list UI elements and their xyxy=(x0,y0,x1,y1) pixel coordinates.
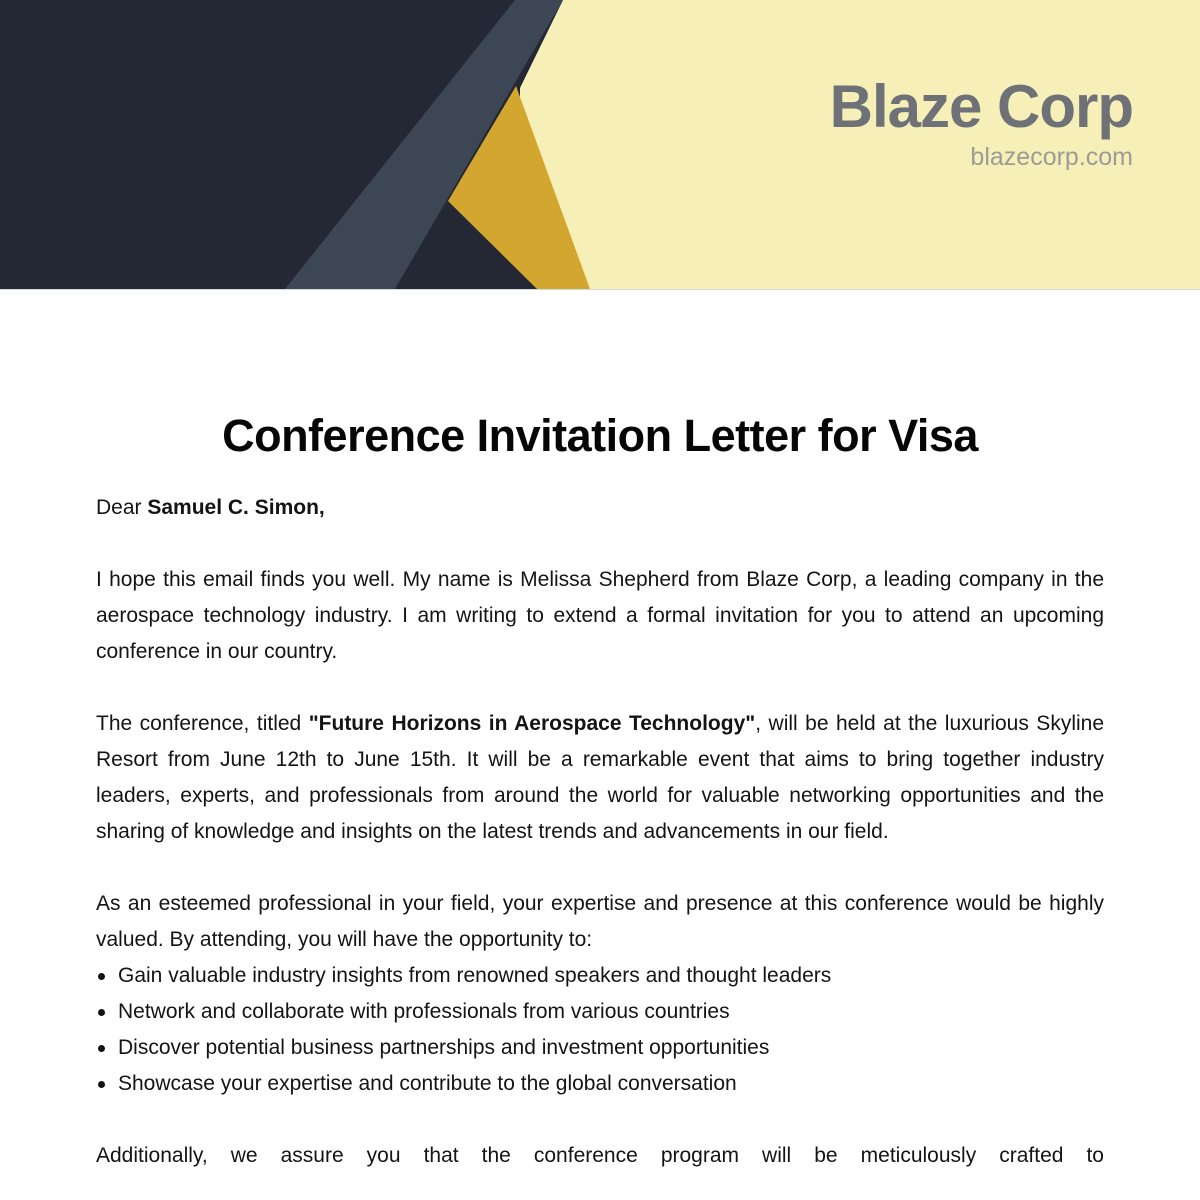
letter-body xyxy=(0,410,1200,1174)
salutation-prefix: Dear xyxy=(96,496,148,519)
letterhead xyxy=(0,0,1200,290)
company-name: Blaze Corp xyxy=(829,73,1133,140)
bullet-text: Showcase your expertise and contribute to the global conversation xyxy=(118,1072,737,1095)
bullet-icon xyxy=(98,1045,105,1052)
page-title: Conference Invitation Letter for Visa xyxy=(222,410,978,461)
paragraph-2-post: , will be held at the luxurious Skyline Resort from June 12th to June 15th. It will be a remarkable event that aims to bring together industry leaders, experts, and professionals from around the world for valuable networking opportunities and the sharing of knowledge and insights on the latest trends and advancements in our field. xyxy=(96,712,1105,843)
conference-title: "Future Horizons in Aerospace Technology" xyxy=(308,712,756,735)
bullet-text: Discover potential business partnerships and investment opportunities xyxy=(118,1036,770,1059)
bullet-text: Gain valuable industry insights from renowned speakers and thought leaders xyxy=(118,964,832,987)
paragraph-introduction: I hope this email finds you well. My name is Melissa Shepherd from Blaze Corp, a leading company in the aerospace technology industry. I am writing to extend a formal invitation for you to attend an upcoming conference in our country. xyxy=(96,568,1104,663)
list-item xyxy=(96,994,1104,1030)
list-item xyxy=(96,958,1104,994)
recipient-name: Samuel C. Simon, xyxy=(147,496,325,519)
bullet-list xyxy=(96,958,1104,1102)
company-logo xyxy=(829,73,1133,171)
salutation xyxy=(96,490,1104,526)
paragraph-conference-details xyxy=(96,706,1104,850)
paragraph-assurance: Additionally, we assure you that the conference program will be meticulously crafted to xyxy=(96,1144,1104,1167)
bullet-icon xyxy=(98,1009,105,1016)
paragraph-2-pre: The conference, titled xyxy=(96,712,309,735)
bullet-icon xyxy=(98,973,105,980)
list-item xyxy=(96,1030,1104,1066)
paragraph-opportunities: As an esteemed professional in your field, your expertise and presence at this conference would be highly valued. By attending, you will have the opportunity to: xyxy=(96,892,1104,951)
company-website: blazecorp.com xyxy=(970,143,1133,171)
bullet-text: Network and collaborate with professionals from various countries xyxy=(118,1000,730,1023)
bullet-icon xyxy=(98,1081,105,1088)
list-item xyxy=(96,1066,1104,1102)
